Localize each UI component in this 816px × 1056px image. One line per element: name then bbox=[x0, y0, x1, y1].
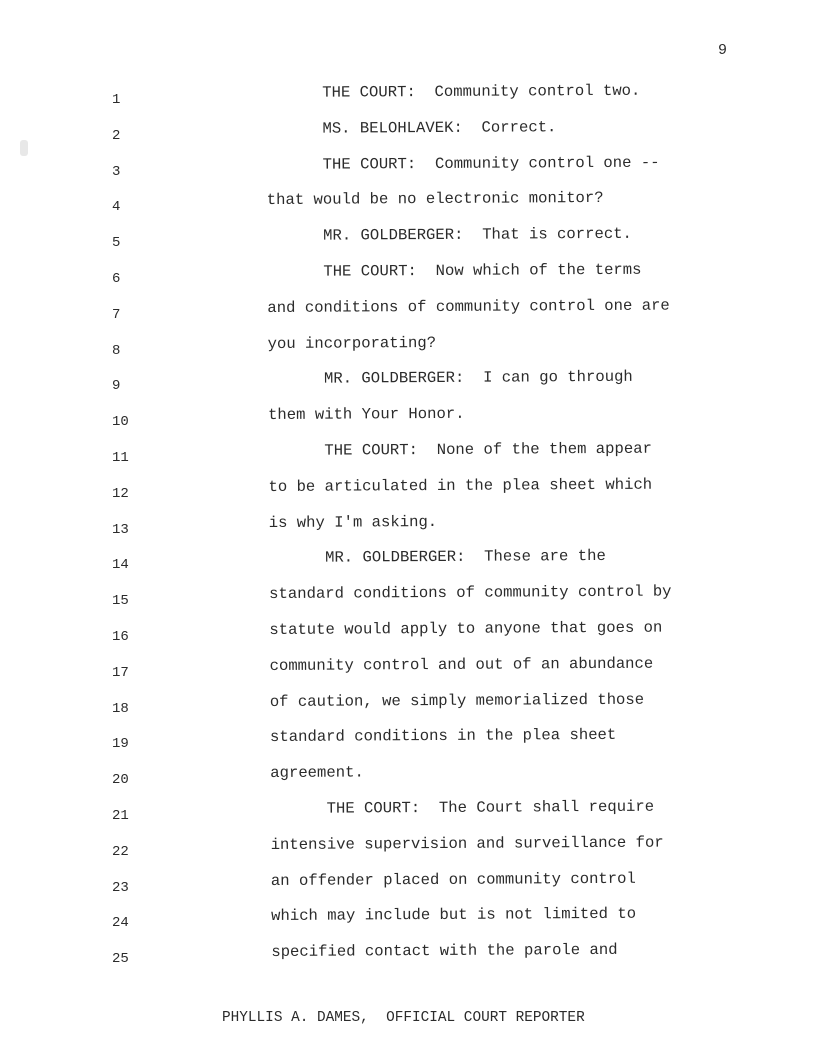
transcript-line: and conditions of community control one are bbox=[267, 296, 670, 317]
transcript-line: specified contact with the parole and bbox=[271, 940, 618, 962]
transcript-line: agreement. bbox=[270, 763, 364, 783]
line-number: 16 bbox=[112, 628, 129, 645]
line-number: 4 bbox=[112, 199, 121, 216]
transcript-line: standard conditions in the plea sheet bbox=[269, 726, 617, 747]
transcript-line: MS. BELOHLAVEK: Correct. bbox=[266, 118, 557, 138]
transcript-line: to be articulated in the plea sheet which bbox=[268, 475, 653, 496]
transcript-line: that would be no electronic monitor? bbox=[266, 189, 604, 210]
transcript-line: an offender placed on community control bbox=[270, 869, 636, 890]
line-number: 21 bbox=[112, 807, 129, 824]
line-number: 15 bbox=[112, 593, 129, 610]
line-number: 5 bbox=[112, 235, 121, 252]
line-number: 3 bbox=[112, 163, 121, 180]
transcript-line: them with Your Honor. bbox=[267, 404, 465, 425]
transcript-line: is why I'm asking. bbox=[268, 512, 438, 532]
transcript-line: THE COURT: Community control one -- bbox=[266, 153, 660, 174]
transcript-line: statute would apply to anyone that goes on bbox=[269, 618, 663, 639]
line-number: 14 bbox=[112, 557, 129, 574]
line-number: 23 bbox=[112, 879, 129, 896]
transcript-line: community control and out of an abundance bbox=[269, 654, 654, 675]
line-number: 24 bbox=[112, 915, 129, 932]
margin-smudge bbox=[20, 140, 28, 156]
line-number: 11 bbox=[112, 449, 129, 466]
transcript-body bbox=[266, 78, 741, 976]
transcript-line: standard conditions of community control by bbox=[269, 582, 672, 604]
line-number: 13 bbox=[112, 521, 129, 538]
line-number: 7 bbox=[112, 306, 121, 323]
transcript-line: you incorporating? bbox=[267, 333, 437, 353]
line-number: 1 bbox=[112, 92, 121, 108]
transcript-line: THE COURT: None of the them appear bbox=[268, 439, 652, 460]
line-number: 18 bbox=[112, 700, 129, 717]
transcript-line: MR. GOLDBERGER: That is correct. bbox=[266, 224, 632, 246]
court-reporter-footer: PHYLLIS A. DAMES, OFFICIAL COURT REPORTER bbox=[222, 1010, 585, 1026]
transcript-line: THE COURT: The Court shall require bbox=[270, 797, 655, 818]
transcript-line: of caution, we simply memorialized those bbox=[269, 690, 645, 711]
line-number-column bbox=[112, 88, 152, 983]
transcript-line: THE COURT: Now which of the terms bbox=[267, 260, 642, 281]
page-number: 9 bbox=[718, 42, 728, 59]
line-number: 20 bbox=[112, 772, 129, 789]
line-number: 9 bbox=[112, 378, 121, 395]
line-number: 22 bbox=[112, 843, 129, 860]
line-number: 12 bbox=[112, 485, 129, 502]
transcript-line: MR. GOLDBERGER: These are the bbox=[268, 547, 606, 568]
line-number: 8 bbox=[112, 342, 121, 359]
transcript-line: intensive supervision and surveillance for bbox=[270, 833, 664, 854]
line-number: 2 bbox=[112, 127, 121, 144]
transcript-line: MR. GOLDBERGER: I can go through bbox=[267, 368, 633, 389]
line-number: 19 bbox=[112, 736, 129, 753]
transcript-line: which may include but is not limited to bbox=[271, 905, 637, 926]
transcript-line: THE COURT: Community control two. bbox=[266, 81, 641, 102]
line-number: 25 bbox=[112, 951, 129, 968]
line-number: 17 bbox=[112, 664, 129, 681]
line-number: 10 bbox=[112, 414, 129, 431]
line-number: 6 bbox=[112, 270, 121, 287]
